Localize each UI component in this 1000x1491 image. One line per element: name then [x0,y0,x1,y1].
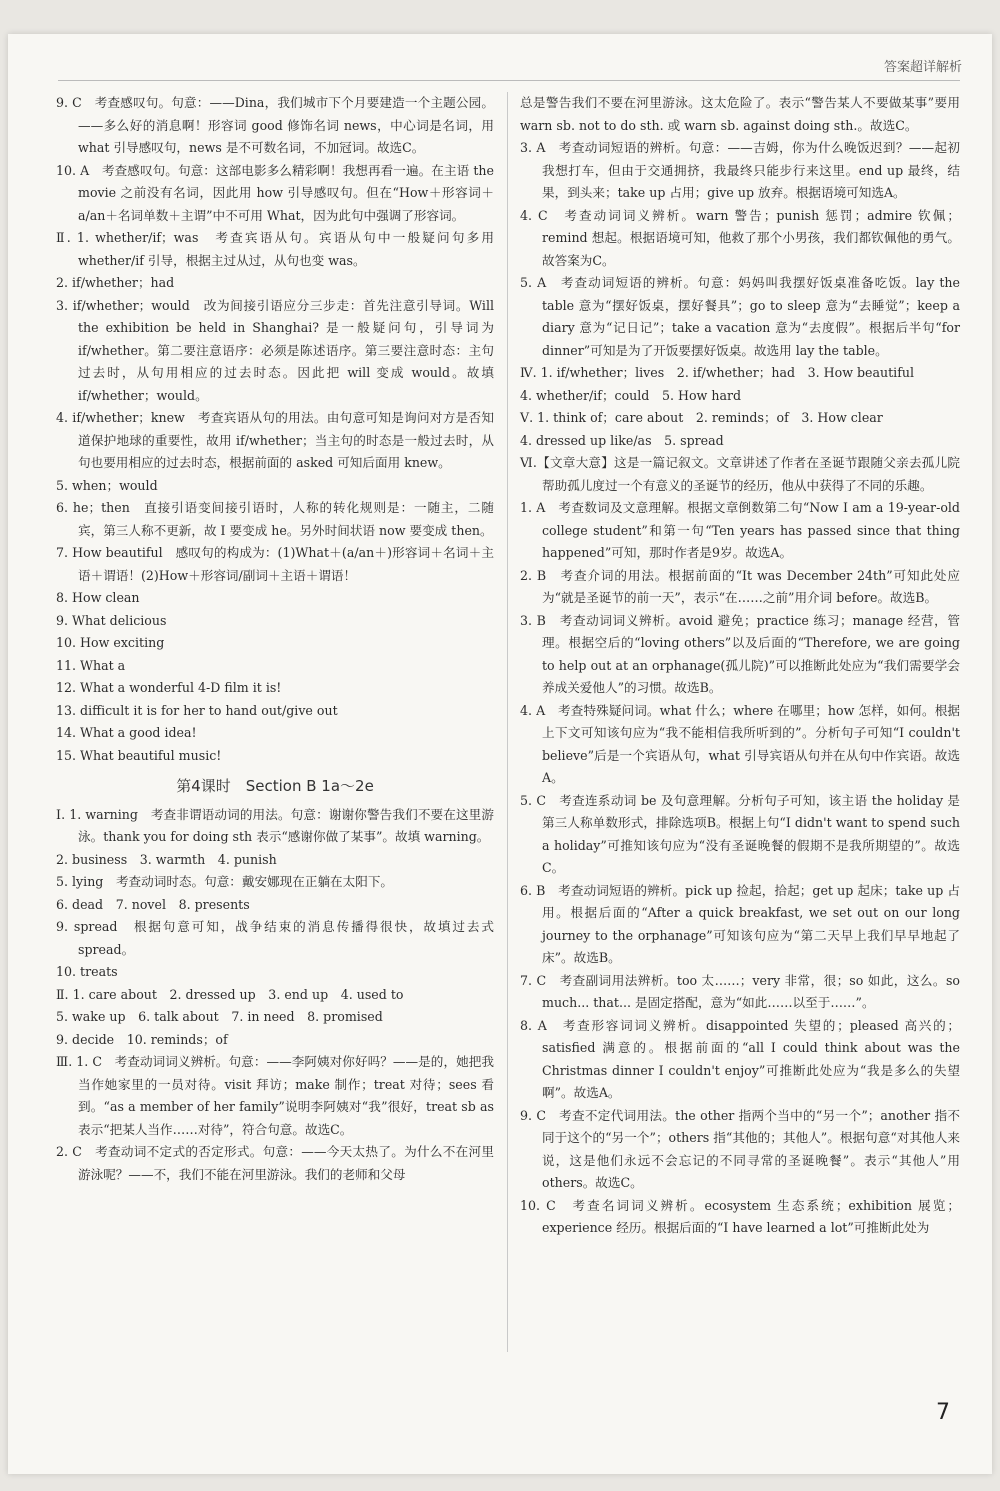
answer-item: 3. B 考查动词词义辨析。avoid 避免；practice 练习；manage 经营，管理。根据空后的“loving others”以及后面的“Therefore, we are going to help out at an orphanage(孤儿院)”可以推断此处应为“我们需要学会养成关爱他人”的习惯。故选B。 [520,612,960,695]
answer-item: 3. A 考查动词短语的辨析。句意：——吉姆，你为什么晚饭迟到？——起初我想打车，但由于交通拥挤，我最终只能步行来这里。end up 最终，结果，到头来；take up 占用；give up 放弃。根据语境可知选A。 [520,140,960,200]
answer-item: 3. if/whether；would 改为间接引语应分三步走：首先注意引导词。Will the exhibition be held in Shanghai? 是一般疑问句，引导词为 if/whether。第二要注意语序：必须是陈述语序。第三要注意时态：主句过去时，从句用相应的过去时态。因此把 will 变成 would。故填 if/whether；would。 [56,297,494,403]
answer-item: 2. B 考查介词的用法。根据前面的“It was December 24th”可知此处应为“就是圣诞节的前一天”，表示“在……之前”用介词 before。故选B。 [520,567,960,605]
answer-item: 4. whether/if；could 5. How hard [520,387,742,403]
page-number: 7 [936,1400,950,1425]
answer-item: 总是警告我们不要在河里游泳。这太危险了。表示“警告某人不要做某事”要用 warn sb. not to do sth. 或 warn sb. against doing sth.。故选C。 [520,95,960,133]
answer-item: 6. dead 7. novel 8. presents [56,896,250,912]
answer-item: 9. What delicious [56,612,167,628]
header-tag: 答案超详解析 [883,60,962,75]
answer-item: 4. A 考查特殊疑问词。what 什么；where 在哪里；how 怎样，如何。根据上下文可知该句应为“我不能相信我所听到的”。分析句子可知“I couldn't believe”后是一个宾语从句，what 引导宾语从句并在从句中作宾语。故选A。 [520,702,960,785]
answer-item: 10. treats [56,964,118,979]
answer-item: 5. lying 考查动词时态。句意：戴安娜现在正躺在太阳下。 [56,874,394,889]
answer-item: 5. A 考查动词短语的辨析。句意：妈妈叫我摆好饭桌准备吃饭。lay the table 意为“摆好饭桌，摆好餐具”；go to sleep 意为“去睡觉”；keep a diary 意为“记日记”；take a vacation 意为“去度假”。根据后半句“for dinner”可知是为了开饭要摆好饭桌。故选用 lay the table。 [520,275,960,358]
left-column [56,92,494,1186]
answer-item: 12. What a wonderful 4-D film it is! [56,680,282,695]
answer-item: 6. he；then 直接引语变间接引语时，人称的转化规则是：一随主，二随宾，第三人称不更新，故 I 要变成 he。另外时间状语 now 要变成 then。 [56,500,494,538]
answer-item: 5. when；would [56,477,158,493]
answer-item: 8. How clean [56,590,140,605]
answer-item: 5. C 考查连系动词 be 及句意理解。分析句子可知，该主语 the holiday 是第三人称单数形式，排除选项B。根据上句“I didn't want to spend such a holiday”可推知该句应为“没有圣诞晚餐的假期不是我所期望的”。故选C。 [520,792,960,875]
answer-item: 14. What a good idea! [56,725,197,740]
answer-item: 5. wake up 6. talk about 7. in need 8. promised [56,1009,383,1024]
answer-item: 8. A 考查形容词词义辨析。disappointed 失望的；pleased 高兴的；satisfied 满意的。根据前面的“all I could think about was the Christmas dinner I couldn't enjoy”可推断此处应为“我是多么的失望啊”。故选A。 [520,1017,960,1100]
answer-item: Ⅴ. 1. think of；care about 2. reminds；of 3. How clear [520,410,883,425]
answer-item: 4. dressed up like/as 5. spread [520,432,724,448]
answer-item: 6. B 考查动词短语的辨析。pick up 捡起，拾起；get up 起床；take up 占用。根据后面的“After a quick breakfast, we set out on our long journey to the orphanage”可知该句应为“第二天早上我们早早地起了床”。故选B。 [520,882,960,965]
answer-item: Ⅰ. 1. warning 考查非谓语动词的用法。句意：谢谢你警告我们不要在这里游泳。thank you for doing sth 表示“感谢你做了某事”。故填 warning。 [56,806,494,844]
answer-item: 10. A 考查感叹句。句意：这部电影多么精彩啊！我想再看一遍。在主语 the movie 之前没有名词，因此用 how 引导感叹句。但在“How＋形容词＋a/an＋名词单数＋主谓”中不可用 What，因为此句中强调了形容词。 [56,162,494,223]
answer-item: 1. A 考查数词及文意理解。根据文章倒数第二句“Now I am a 19-year-old college student”和第一句“Ten years has passed since that thing happened”可知，那时作者是9岁。故选A。 [520,500,960,560]
answer-item: Ⅱ. 1. whether/if；was 考查宾语从句。宾语从句中一般疑问句多用 whether/if 引导，根据主过从过，从句也变 was。 [56,230,494,268]
answer-item: 2. business 3. warmth 4. punish [56,851,277,867]
answer-item: 9. C 考查不定代词用法。the other 指两个当中的“另一个”；another 指不同于这个的“另一个”；others 指“其他的；其他人”。根据句意“对其他人来说，这是他们永远不会忘记的不同寻常的圣诞晚餐”。表示“其他人”用 others。故选C。 [520,1107,960,1190]
right-column [520,92,960,1240]
answer-item: Ⅱ. 1. care about 2. dressed up 3. end up 4. used to [56,986,404,1002]
answer-item: Ⅵ.【文章大意】这是一篇记叙文。文章讲述了作者在圣诞节跟随父亲去孤儿院帮助孤儿度过一个有意义的圣诞节的经历，他从中获得了不同的乐趣。 [520,455,960,493]
answer-item: 4. C 考查动词词义辨析。warn 警告；punish 惩罚；admire 钦佩；remind 想起。根据语境可知，他救了那个小男孩，我们都钦佩他的勇气。故答案为C。 [520,207,960,268]
answer-item: 2. C 考查动词不定式的否定形式。句意：——今天太热了。为什么不在河里游泳呢？——不，我们不能在河里游泳。我们的老师和父母 [56,1144,494,1182]
answer-item: 2. if/whether；had [56,275,175,290]
section-title: 第4课时 Section B 1a～2e [176,777,374,795]
answer-item: Ⅲ. 1. C 考查动词词义辨析。句意：——李阿姨对你好吗？——是的，她把我当作她家里的一员对待。visit 拜访；make 制作；treat 对待；sees 看到。“as a member of her family”说明李阿姨对“我”很好，treat sb as 表示“把某人当作……对待”，符合句意。故选C。 [56,1054,494,1137]
column-divider [507,92,508,1352]
answer-item: 9. C 考查感叹句。句意：——Dina，我们城市下个月要建造一个主题公园。——多么好的消息啊！形容词 good 修饰名词 news，中心词是名词，用 what 引导感叹句，news 是不可数名词，不加冠词。故选C。 [56,95,494,155]
answer-item: 4. if/whether；knew 考查宾语从句的用法。由句意可知是询问对方是否知道保护地球的重要性，故用 if/whether；当主句的时态是一般过去时，从句也要用相应的过去时态，根据前面的 asked 可知后面用 knew。 [56,410,494,470]
answer-item: 7. C 考查副词用法辨析。too 太……；very 非常，很；so 如此，这么。so much... that... 是固定搭配，意为“如此……以至于……”。 [520,972,960,1010]
answer-item: 15. What beautiful music! [56,747,222,763]
answer-item: 7. How beautiful 感叹句的构成为：(1)What＋(a/an＋)形容词＋名词＋主语＋谓语！(2)How＋形容词/副词＋主语＋谓语！ [56,545,494,583]
answer-item: 9. spread 根据句意可知，战争结束的消息传播得很快，故填过去式 spread。 [56,919,494,957]
answer-item: 11. What a [56,657,126,673]
answer-item: Ⅳ. 1. if/whether；lives 2. if/whether；had 3. How beautiful [520,365,914,380]
answer-item: 10. How exciting [56,635,165,650]
answer-item: 10. C 考查名词词义辨析。ecosystem 生态系统；exhibition 展览；experience 经历。根据后面的“I have learned a lot”可推断此处为 [520,1197,960,1235]
header-rule [58,80,960,81]
answer-item: 13. difficult it is for her to hand out/give out [56,702,338,718]
answer-item: 9. decide 10. reminds；of [56,1031,228,1047]
